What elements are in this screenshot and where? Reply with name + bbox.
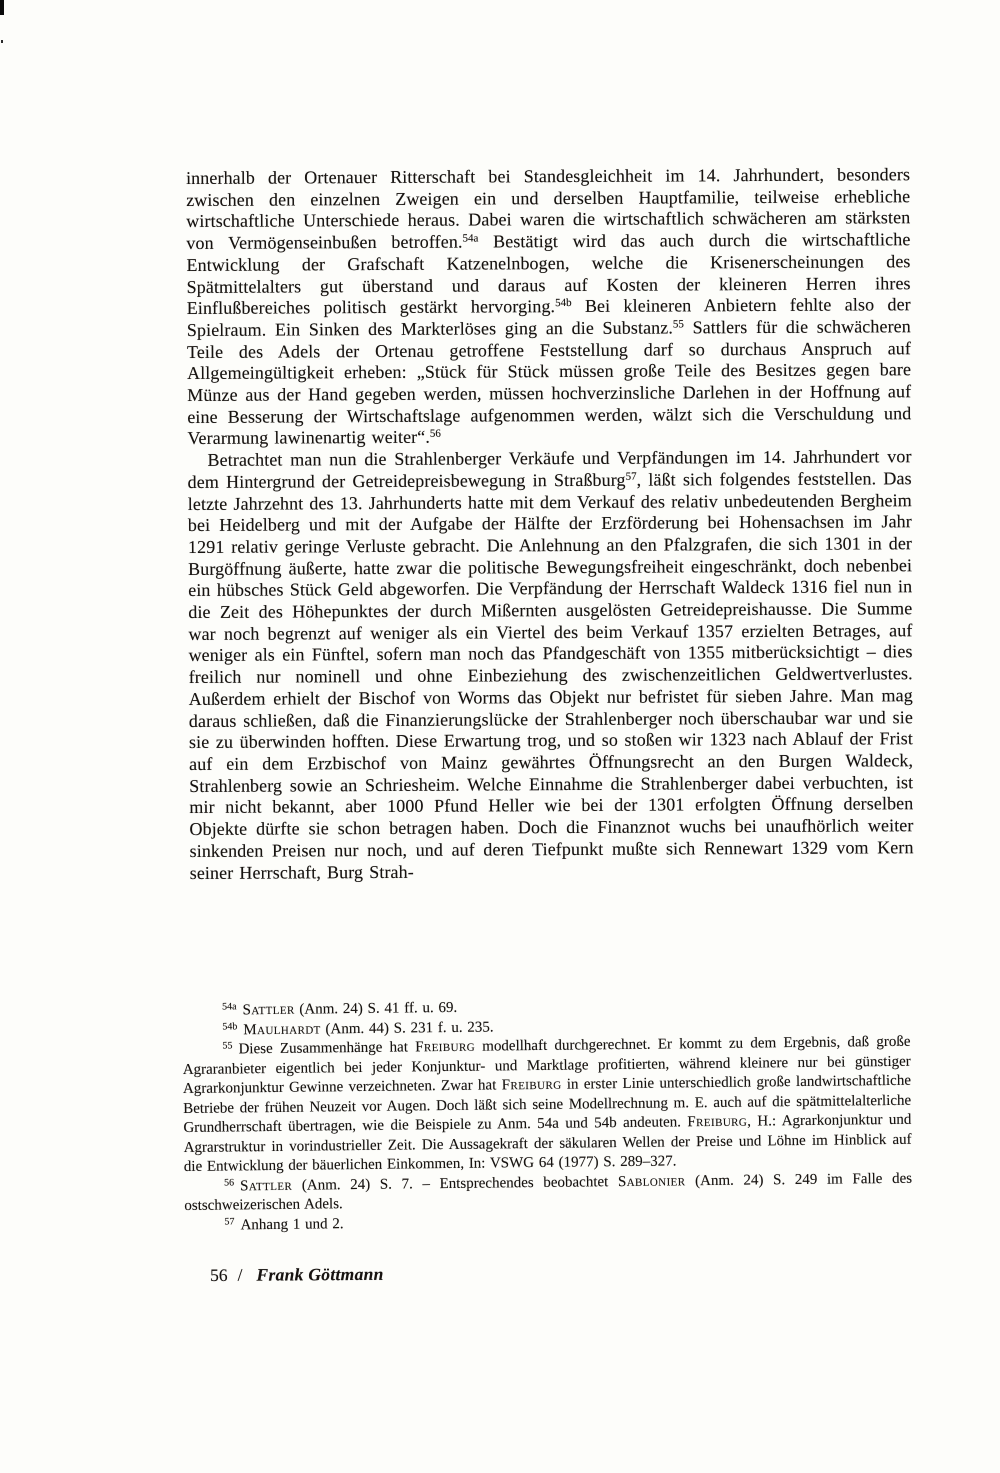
text-run: Anhang 1 und 2.: [240, 1215, 344, 1233]
text-run: in erster Linie unterschiedlich große landwirtschaftliche Betriebe der frühen Neuzeit vor Augen. Doch läßt sich seine Modellrechnung m. E. auch auf die spätmittelalterliche Grundherrschaft übertragen, wie die Beispiele zu Anm. 54a und 54b andeuten.: [183, 1072, 912, 1136]
paragraph: [186, 164, 911, 450]
footnote-marker: 55: [222, 1040, 233, 1052]
author-name: Frank Göttmann: [256, 1263, 384, 1285]
text-run: (Anm. 24) S. 41 ff. u. 69.: [294, 999, 458, 1018]
body-text: [186, 164, 914, 884]
author-name-smallcaps: Sattler: [239, 1177, 293, 1194]
text-run: (Anm. 44) S. 231 f. u. 235.: [320, 1018, 494, 1037]
footnote-ref: 57: [625, 470, 637, 483]
text-run: (Anm. 24) S. 249 im Falle des ostschweizerischen Adels.: [184, 1170, 913, 1214]
footnote-marker: 56: [223, 1176, 235, 1189]
footnote: [182, 1033, 912, 1178]
text-run: (Anm. 24) S. 7. – Entsprechendes beobachtet: [292, 1173, 618, 1194]
scan-artifact-dot: [1, 40, 3, 43]
text-run: Bestätigt wird das auch durch die wirtschaftliche Entwicklung der Grafschaft Katzenelnbogen, welche die Krisenerscheinungen des Spätmittelalters gut überstand und daraus auf Kosten der kleineren Herren ihres Einflußbereiches politisch gestärkt hervorging.: [186, 229, 911, 319]
author-name-smallcaps: Freiburg: [687, 1113, 748, 1131]
footnote-ref: 55: [672, 318, 684, 331]
author-name-smallcaps: Freiburg: [501, 1076, 562, 1094]
author-name-smallcaps: Maulhardt: [243, 1020, 321, 1038]
text-run: modellhaft durchgerechnet. Er kommt zu dem Ergebnis, daß große Agraranbieter eigentlich bei jeder Konjunktur- und Marktlage profitierten, während kleinere nur bei günstiger Agrarkonjunktur Gewinne verzeichneten. Zwar hat: [182, 1033, 911, 1097]
scan-artifact-mark: [0, 0, 4, 15]
footnote-ref: 54b: [555, 297, 572, 310]
footnote-marker: 54a: [221, 1001, 237, 1013]
footnotes-section: [182, 994, 913, 1236]
page-number: 56: [210, 1264, 228, 1285]
footnote-marker: 54b: [222, 1020, 238, 1033]
author-name-smallcaps: Sattler: [242, 1001, 295, 1019]
text-run: Betrachtet man nun die Strahlenberger Verkäufe und Verpfändungen im 14. Jahrhundert vor dem Hintergrund der Getreidepreisbewegung in Straßburg: [187, 446, 912, 492]
author-name-smallcaps: Freiburg: [415, 1038, 476, 1056]
page-footer: [210, 1264, 384, 1286]
footer-separator: /: [237, 1264, 243, 1285]
footnote-ref: 56: [429, 428, 441, 441]
text-run: Sattlers für die schwächeren Teile des Adels der Ortenau getroffene Feststellung darf so durchaus Anspruch auf Allgemeingültigkeit erheben: „Stück für Stück müssen große Teile des Besitzes gegen bare Münze aus der Hand gegeben werden, müssen hochverzinsliche Darlehen in der Hoffnung auf eine Besserung der Wirtschaftslage aufgenommen werden, wälzt sich die Verschuldung und Verarmung lawinenartig weiter“.: [186, 316, 912, 449]
text-run: , läßt sich folgendes feststellen. Das letzte Jahrzehnt des 13. Jahrhunderts hatte mit dem Verkauf des relativ unbedeutenden Bergheim bei Heidelberg und mit der Aufgabe der Hälfte der Erzförderung bei Hohensachsen im Jahr 1291 relativ geringe Verluste gebracht. Die Anlehnung an den Pfalzgrafen, die sich 1301 in der Burgöffnung äußerte, hatte zwar die politische Bewegungsfreiheit eingeschränkt, doch nebenbei ein hübsches Stück Geld abgeworfen. Die Verpfändung der Herrschaft Waldeck 1316 fiel nun in die Zeit des Höhepunktes der durch Mißernten ausgelösten Getreidepreishausse. Die Summe war noch begrenzt auf weniger als ein Viertel des beim Verkauf 1357 erzielten Betrages, auf weniger als ein Fünftel, sofern man noch das Pfandgeschäft von 1355 mitberücksichtigt – dies freilich nur nominell und ohne Einbeziehung des zwischenzeitlichen Geldwertverlustes. Außerdem erhielt der Bischof von Worms das Objekt nur befristet für sieben Jahre. Man mag daraus schließen, daß die Finanzierungslücke der Strahlenberger noch überschaubar war und sie sie zu überwinden hofften. Diese Erwartung trog, und so stoßen wir 1323 nach Ablauf der Frist auf ein dem Erzbischof von Mainz gewährtes Öffnungsrecht an den Burgen Waldeck, Strahlenberg sowie an Schriesheim. Welche Einnahme die Strahlenberger dabei verbuchten, ist mir nicht bekannt, aber 1000 Pfund Heller wie bei der 1301 erfolgten Öffnung derselben Objekte dürfte sie schon betragen haben. Doch die Finanznot wuchs bei unaufhörlich weiter sinkenden Preisen nur noch, und auf deren Tiefpunkt mußte sich Rennewart 1329 vom Kern seiner Herrschaft, Burg Strah-: [187, 468, 914, 883]
paragraph: [187, 446, 913, 884]
text-run: Diese Zusammenhänge hat: [238, 1039, 416, 1058]
text-run: innerhalb der Ortenauer Ritterschaft bei Standesgleichheit im 14. Jahrhundert, besonders zwischen den einzelnen Zweigen ein und derselben Hauptfamilie, teilweise erhebliche wirtschaftliche Unterschiede heraus. Dabei waren die wirtschaftlich schwächeren am stärksten von Vermögenseinbußen betroffen.: [186, 164, 911, 254]
footnote-ref: 54a: [462, 232, 479, 245]
footnote-marker: 57: [224, 1215, 235, 1228]
author-name-smallcaps: Sablonier: [617, 1172, 686, 1190]
text-run: , H.: Agrarkonjunktur und Agrarstruktur in vorindustrieller Zeit. Die Aussagekraft der säkularen Wellen der Preise und Löhne im Hinblick auf die Entwicklung der bäuerlichen Einkommen, In: VSWG 64 (1977) S. 289–327.: [183, 1111, 912, 1175]
text-run: Bei kleineren Anbietern fehlte also der Spielraum. Ein Sinken des Markterlöses ging an die Substanz.: [186, 294, 911, 340]
